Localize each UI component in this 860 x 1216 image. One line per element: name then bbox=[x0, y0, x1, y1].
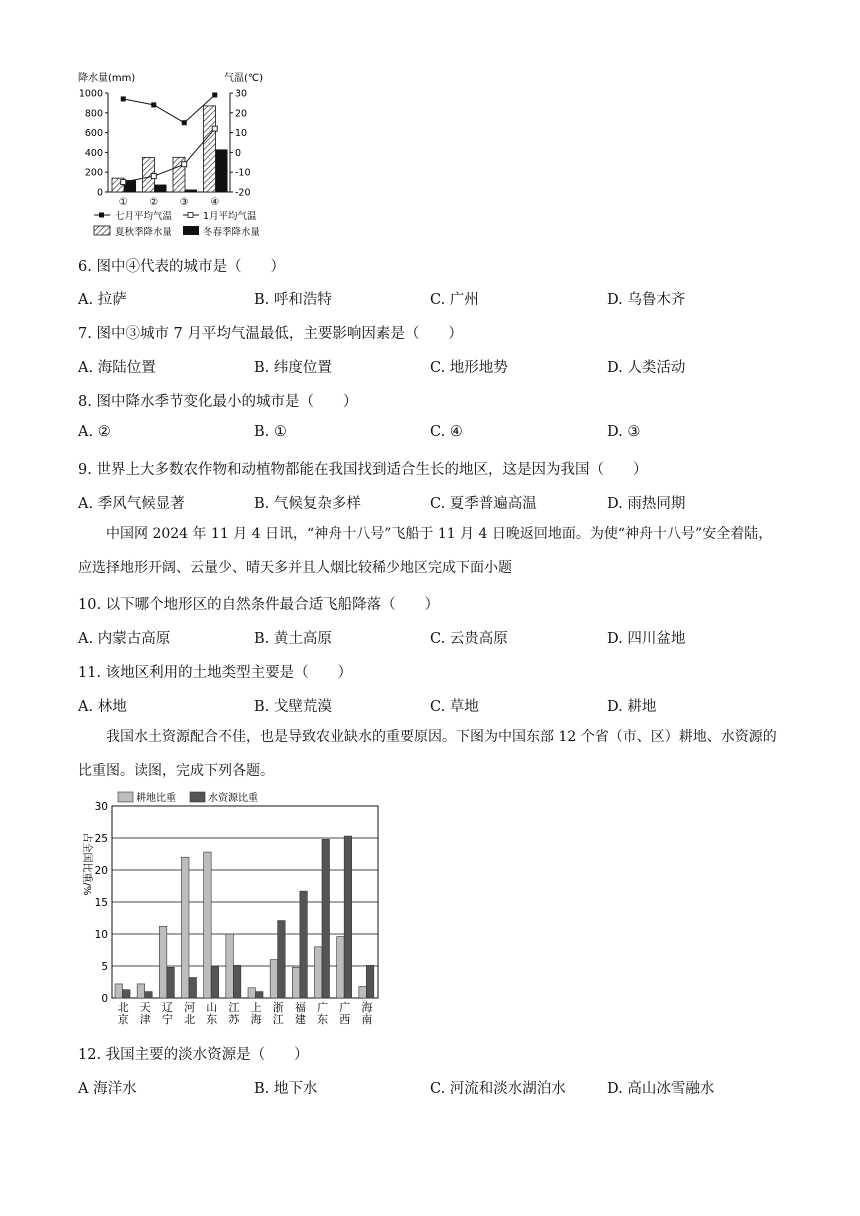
province-label: 宁 bbox=[161, 1013, 173, 1026]
chart2-tick-label: 5 bbox=[101, 961, 108, 973]
chart1-right-tick-label: 0 bbox=[235, 147, 242, 159]
province-label: 京 bbox=[117, 1013, 129, 1026]
q12-option-b: B. 地下水 bbox=[254, 1081, 318, 1097]
chart1-legend bbox=[94, 210, 261, 238]
chart1-right-tick-label: 20 bbox=[235, 108, 248, 120]
q11-option-b: B. 戈壁荒漠 bbox=[254, 699, 332, 715]
province-label: 海 bbox=[361, 1001, 373, 1014]
winter-precip-bar bbox=[216, 149, 228, 192]
legend-winter: 冬春季降水量 bbox=[203, 227, 261, 238]
water-bar bbox=[344, 836, 352, 998]
province-label: 东 bbox=[206, 1013, 218, 1026]
winter-precip-bar bbox=[185, 190, 197, 192]
q6-option-d: D. 乌鲁木齐 bbox=[607, 292, 686, 308]
province-label: 西 bbox=[339, 1013, 351, 1026]
chart1-right-tick-label: 10 bbox=[235, 128, 248, 140]
q10-option-d: D. 四川盆地 bbox=[607, 631, 686, 647]
arable-bar bbox=[270, 960, 278, 998]
province-label: 北 bbox=[117, 1001, 129, 1014]
arable-bar bbox=[182, 857, 190, 998]
chart1-city-label: ③ bbox=[179, 197, 189, 208]
q12-option-c: C. 河流和淡水湖泊水 bbox=[430, 1081, 566, 1097]
chart1-city-label: ① bbox=[118, 197, 128, 208]
passage-water-land: 我国水土资源配合不佳，也是导致农业缺水的重要原因。下图为中国东部 12 个省（市、区）耕地、水资源的比重图。读图，完成下列各题。 bbox=[78, 729, 777, 779]
winter-precip-bar bbox=[155, 185, 167, 192]
arable-bar bbox=[204, 852, 212, 998]
province-label: 福 bbox=[294, 1001, 306, 1014]
chart2-ylabel: 占全国比重/% bbox=[81, 832, 92, 896]
water-bar bbox=[256, 992, 264, 998]
chart1-left-tick-label: 200 bbox=[84, 167, 103, 179]
chart1-right-tick-label: -20 bbox=[235, 187, 251, 199]
legend-water: 水资源比重 bbox=[208, 793, 258, 804]
chart2-tick-label: 0 bbox=[101, 993, 108, 1005]
q10-option-b: B. 黄土高原 bbox=[254, 631, 332, 647]
water-bar bbox=[123, 990, 131, 998]
arable-bar bbox=[292, 967, 300, 998]
water-bar bbox=[278, 921, 286, 998]
arable-bar bbox=[248, 988, 256, 998]
water-bar bbox=[189, 978, 197, 998]
province-label: 广 bbox=[339, 1001, 351, 1014]
province-label: 浙 bbox=[272, 1001, 284, 1014]
province-label: 津 bbox=[139, 1013, 151, 1026]
q11-option-c: C. 草地 bbox=[430, 699, 479, 715]
chart2-tick-label: 10 bbox=[94, 929, 108, 941]
q7-option-d: D. 人类活动 bbox=[607, 360, 686, 376]
province-label: 上 bbox=[250, 1001, 262, 1014]
chart1-left-tick-label: 800 bbox=[84, 108, 103, 120]
q11-option-d: D. 耕地 bbox=[607, 699, 657, 715]
arable-bar bbox=[337, 937, 345, 998]
chart1-left-ylabel: 降水量(mm) bbox=[78, 73, 136, 84]
question-11-stem: 11. 该地区利用的土地类型主要是（ ） bbox=[78, 665, 353, 681]
arable-bar bbox=[137, 984, 145, 998]
chart2-tick-label: 20 bbox=[94, 865, 108, 877]
province-label: 广 bbox=[317, 1001, 329, 1014]
province-label: 辽 bbox=[161, 1001, 173, 1014]
q9-option-b: B. 气候复杂多样 bbox=[254, 496, 361, 512]
july-temp-point bbox=[121, 96, 126, 101]
province-label: 南 bbox=[361, 1013, 373, 1026]
q8-option-c: C. ④ bbox=[430, 424, 463, 440]
q8-option-b: B. ① bbox=[254, 424, 287, 440]
province-label: 北 bbox=[184, 1013, 196, 1026]
chart1-left-tick-label: 1000 bbox=[78, 88, 103, 100]
q8-option-a: A. ② bbox=[78, 424, 111, 440]
jan-temp-point bbox=[151, 174, 156, 179]
water-bar bbox=[145, 992, 153, 998]
water-bar bbox=[211, 967, 219, 998]
chart2-tick-label: 25 bbox=[94, 833, 108, 845]
jan-temp-point bbox=[121, 180, 126, 185]
jan-temp-point bbox=[212, 126, 217, 131]
july-temp-point bbox=[212, 92, 217, 97]
q10-option-a: A. 内蒙古高原 bbox=[78, 631, 171, 647]
water-bar bbox=[322, 839, 330, 998]
jan-temp-point bbox=[182, 162, 187, 167]
province-label: 苏 bbox=[228, 1013, 240, 1026]
question-12-stem: 12. 我国主要的淡水资源是（ ） bbox=[78, 1047, 309, 1063]
province-bar-chart bbox=[74, 790, 384, 1030]
chart2-tick-label: 30 bbox=[94, 801, 108, 813]
chart1-left-tick-label: 600 bbox=[84, 128, 103, 140]
province-label: 河 bbox=[184, 1001, 196, 1014]
july-temp-point bbox=[182, 120, 187, 125]
q12-option-d: D. 高山冰雪融水 bbox=[607, 1081, 715, 1097]
legend-jan: 1月平均气温 bbox=[203, 211, 257, 222]
chart1-right-tick-label: -10 bbox=[235, 167, 251, 179]
water-bar bbox=[233, 965, 241, 998]
chart1-city-label: ② bbox=[149, 197, 159, 208]
arable-bar bbox=[159, 926, 167, 998]
q7-option-b: B. 纬度位置 bbox=[254, 360, 332, 376]
legend-july: 七月平均气温 bbox=[115, 211, 173, 222]
water-bar bbox=[167, 967, 175, 998]
arable-bar bbox=[115, 984, 123, 998]
province-label: 海 bbox=[250, 1013, 262, 1026]
q9-option-a: A. 季风气候显著 bbox=[78, 496, 185, 512]
q9-option-d: D. 雨热同期 bbox=[607, 496, 686, 512]
question-6-stem: 6. 图中④代表的城市是（ ） bbox=[78, 259, 285, 275]
q7-option-a: A. 海陆位置 bbox=[78, 360, 156, 376]
q10-option-c: C. 云贵高原 bbox=[430, 631, 508, 647]
question-10-stem: 10. 以下哪个地形区的自然条件最合适飞船降落（ ） bbox=[78, 597, 440, 613]
province-label: 天 bbox=[139, 1001, 151, 1014]
chart1-left-tick-label: 0 bbox=[96, 187, 103, 199]
q6-option-c: C. 广州 bbox=[430, 292, 479, 308]
arable-bar bbox=[359, 986, 367, 998]
chart1-right-ylabel: 气温(℃) bbox=[224, 73, 264, 84]
province-label: 建 bbox=[294, 1013, 306, 1026]
province-label: 江 bbox=[272, 1013, 284, 1026]
chart2-legend bbox=[118, 791, 258, 804]
q7-option-c: C. 地形地势 bbox=[430, 360, 508, 376]
q8-option-d: D. ③ bbox=[607, 424, 641, 440]
arable-bar bbox=[226, 934, 234, 998]
chart1-right-tick-label: 30 bbox=[235, 88, 248, 100]
chart2-tick-label: 15 bbox=[94, 897, 108, 909]
q11-option-a: A. 林地 bbox=[78, 699, 127, 715]
legend-arable: 耕地比重 bbox=[136, 793, 176, 804]
question-8-stem: 8. 图中降水季节变化最小的城市是（ ） bbox=[78, 394, 358, 410]
q6-option-b: B. 呼和浩特 bbox=[254, 292, 332, 308]
q9-option-c: C. 夏季普遍高温 bbox=[430, 496, 537, 512]
passage-shenzhou: 中国网 2024 年 11 月 4 日讯，“神舟十八号”飞船于 11 月 4 日晚返回地面。为使“神舟十八号”安全着陆，应选择地形开阔、云量少、晴天多并且人烟比较稀少地区完成下面小题 bbox=[78, 526, 773, 576]
q6-option-a: A. 拉萨 bbox=[78, 292, 127, 308]
climate-chart bbox=[70, 68, 300, 243]
chart1-left-tick-label: 400 bbox=[84, 147, 103, 159]
chart1-city-label: ④ bbox=[210, 197, 220, 208]
july-temp-point bbox=[151, 102, 156, 107]
water-bar bbox=[366, 965, 374, 998]
question-7-stem: 7. 图中③城市 7 月平均气温最低，主要影响因素是（ ） bbox=[78, 326, 463, 342]
arable-bar bbox=[315, 947, 323, 998]
province-label: 东 bbox=[317, 1013, 329, 1026]
province-label: 山 bbox=[206, 1001, 218, 1014]
province-label: 江 bbox=[228, 1001, 240, 1014]
jan-temp-line bbox=[123, 129, 215, 182]
q12-option-a: A 海洋水 bbox=[78, 1081, 137, 1097]
summer-precip-bar bbox=[204, 106, 216, 192]
question-9-stem: 9. 世界上大多数农作物和动植物都能在我国找到适合生长的地区，这是因为我国（ ） bbox=[78, 462, 648, 478]
legend-summer: 夏秋季降水量 bbox=[115, 227, 173, 238]
water-bar bbox=[300, 891, 308, 998]
july-temp-line bbox=[123, 95, 215, 123]
